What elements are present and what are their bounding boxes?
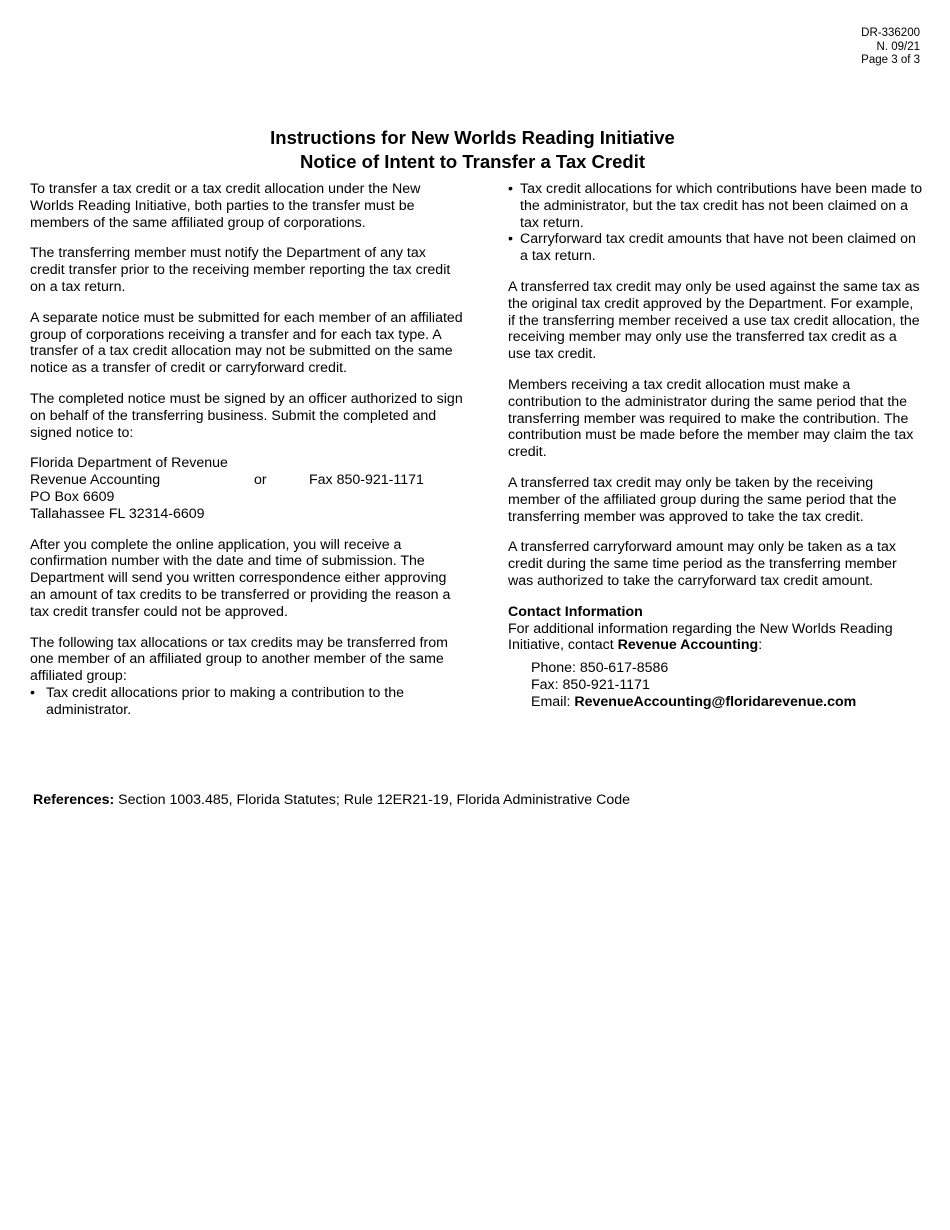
paragraph-same-tax: A transferred tax credit may only be used against the same tax as the original tax credit approved by the Department. For example, if the transferring member received a use tax credit allocation, the receiving member may only use the transferred tax credit as a use tax credit. — [508, 278, 920, 363]
transferable-list-part-1 — [30, 685, 464, 719]
paragraph-confirmation: After you complete the online application, you will receive a confirmation number with the date and time of submission. The Department will send you written correspondence either approving an amount of tax credits to be transferred or providing the reason a tax credit transfer could not be approved. — [30, 536, 451, 620]
right-column — [508, 181, 923, 711]
contact-heading: Contact Information — [508, 603, 643, 620]
contact-intro-org: Revenue Accounting — [617, 637, 759, 654]
references-label: References: — [33, 792, 115, 808]
form-number: DR-336200 — [861, 27, 920, 39]
contact-intro-text: For additional information regarding the New Worlds Reading Initiative, contact — [508, 620, 893, 654]
contact-phone: Phone: 850-617-8586 — [531, 660, 669, 677]
page-number: Page 3 of 3 — [861, 54, 920, 66]
paragraph-notify-department: The transferring member must notify the Department of any tax credit transfer prior to the receiving member reporting the tax credit on a tax return. — [30, 245, 451, 295]
contact-email-link[interactable]: RevenueAccounting@floridarevenue.com — [574, 693, 857, 710]
contact-fax: Fax: 850-921-1171 — [531, 676, 650, 693]
paragraph-same-period: A transferred tax credit may only be taken by the receiving member of the affiliated group during the same period that the transferring member was approved to take the tax credit. — [508, 474, 897, 525]
list-item — [30, 685, 464, 719]
address-line-4: Tallahassee FL 32314-6609 — [30, 505, 205, 522]
form-identifier — [861, 27, 920, 68]
address-fax: Fax 850-921-1171 — [309, 472, 424, 489]
list-item-text: Tax credit allocations for which contributions have been made to the administrator, but the tax credit has not been claimed on a tax return. — [520, 181, 923, 231]
contact-intro-end: : — [758, 637, 763, 654]
contact-email-label: Email: — [531, 693, 575, 710]
title-line-2: Notice of Intent to Transfer a Tax Credit — [299, 150, 646, 172]
address-row-2 — [30, 472, 464, 489]
left-column — [30, 181, 464, 733]
page-title — [0, 126, 945, 173]
address-line-3: PO Box 6609 — [30, 488, 115, 505]
transferable-list-part-2 — [508, 181, 923, 265]
mailing-address — [30, 455, 464, 522]
paragraph-carryforward: A transferred carryforward amount may only be taken as a tax credit during the same time period as the transferring member was authorized to take the carryforward tax credit amount. — [508, 539, 897, 589]
references-text: Section 1003.485, Florida Statutes; Rule 12ER21-19, Florida Administrative Code — [114, 792, 630, 808]
address-or: or — [254, 472, 267, 489]
contact-section — [508, 604, 923, 711]
paragraph-contribution: Members receiving a tax credit allocation must make a contribution to the administrator during the same period that the transferring member was required to make the contribution. The contribution must be made before the member may claim the tax credit. — [508, 376, 914, 461]
address-line-1: Florida Department of Revenue — [30, 455, 228, 472]
paragraph-transfer-eligibility: To transfer a tax credit or a tax credit allocation under the New Worlds Reading Initiative, both parties to the transfer must be members of the same affiliated group of corporations. — [30, 181, 421, 231]
paragraph-signature-requirement: The completed notice must be signed by an officer authorized to sign on behalf of the transferring business. Submit the completed and signed notice to: — [30, 390, 463, 441]
address-line-2: Revenue Accounting — [30, 472, 161, 489]
bullet-icon: • — [508, 231, 513, 248]
list-item-text: Tax credit allocations prior to making a contribution to the administrator. — [46, 684, 405, 718]
paragraph-transferable-items: The following tax allocations or tax credits may be transferred from one member of an affiliated group to another member of the same affiliated group: — [30, 634, 448, 685]
list-item-text: Carryforward tax credit amounts that have not been claimed on a tax return. — [520, 231, 916, 265]
title-line-1: Instructions for New Worlds Reading Initiative — [270, 127, 675, 148]
list-item — [508, 231, 923, 265]
contact-details — [531, 660, 923, 710]
form-revision: N. 09/21 — [876, 40, 920, 53]
list-item — [508, 181, 923, 231]
references — [33, 792, 630, 809]
bullet-icon: • — [30, 684, 35, 701]
contact-email-row — [531, 694, 923, 711]
bullet-icon: • — [508, 181, 513, 197]
contact-intro — [508, 621, 923, 655]
paragraph-separate-notice: A separate notice must be submitted for each member of an affiliated group of corporations receiving a transfer and for each tax type. A transfer of a tax credit allocation may not be submitted on the same notice as a transfer of credit or carryforward credit. — [30, 309, 463, 377]
